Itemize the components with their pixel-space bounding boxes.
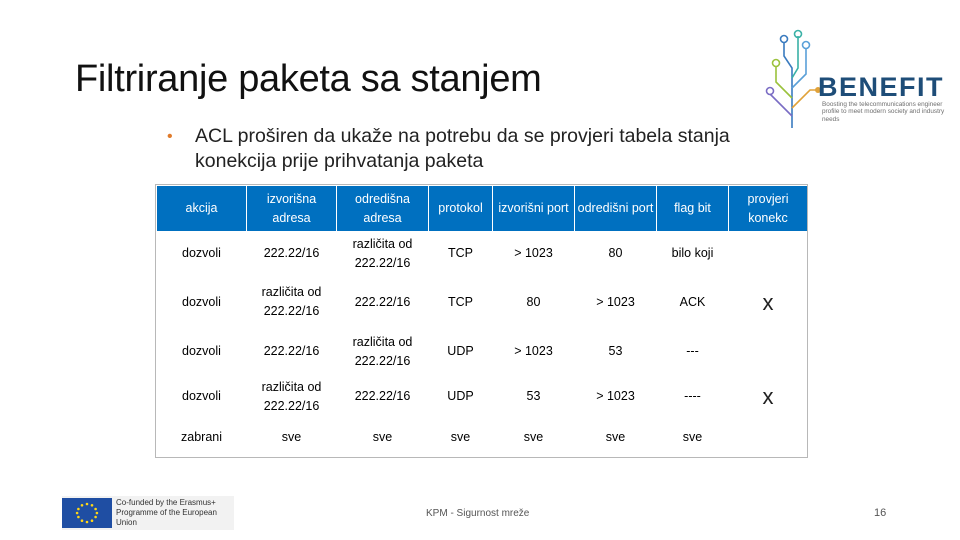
check-mark-x: x (729, 276, 808, 329)
header-izvorisna-adresa: izvorišna adresa (247, 186, 337, 232)
eu-badge-text: Co-funded by the Erasmus+ Programme of the European Union (116, 498, 217, 527)
header-protokol: protokol (429, 186, 493, 232)
table-row (157, 419, 808, 457)
bullet-icon: • (167, 128, 173, 145)
table-cell: 222.22/16 (247, 232, 337, 276)
table-cell: > 1023 (493, 329, 575, 375)
table-cell: dozvoli (157, 276, 247, 329)
table-row (157, 232, 808, 276)
table-cell: dozvoli (157, 232, 247, 276)
table-cell: različita od 222.22/16 (247, 375, 337, 419)
header-provjeri-konekc: provjeri konekc (729, 186, 808, 232)
table-cell (729, 329, 808, 375)
table-cell (729, 419, 808, 457)
acl-table (156, 185, 808, 457)
table-cell: > 1023 (575, 276, 657, 329)
bullet-text: ACL proširen da ukaže na potrebu da se provjeri tabela stanja konekcija prije prihvatanja paketa (195, 125, 730, 172)
table-cell: sve (337, 419, 429, 457)
circuit-tree-icon (762, 28, 822, 130)
table-cell: UDP (429, 375, 493, 419)
table-cell: ACK (657, 276, 729, 329)
logo-tagline: Boosting the telecommunications engineer profile to meet modern society and industry needs (822, 101, 945, 123)
table-cell: sve (429, 419, 493, 457)
eu-flag-icon (62, 498, 112, 528)
page-number: 16 (874, 507, 887, 519)
table-cell: 222.22/16 (337, 276, 429, 329)
header-akcija: akcija (157, 186, 247, 232)
table-cell: 80 (575, 232, 657, 276)
table-cell: 53 (493, 375, 575, 419)
table-cell: zabrani (157, 419, 247, 457)
table-cell: ---- (657, 375, 729, 419)
table-row (157, 276, 808, 329)
table-cell: TCP (429, 276, 493, 329)
table-cell: > 1023 (575, 375, 657, 419)
table-cell: sve (575, 419, 657, 457)
footer-text: KPM - Sigurnost mreže (426, 508, 530, 519)
table-cell: različita od 222.22/16 (337, 329, 429, 375)
table-cell: dozvoli (157, 375, 247, 419)
header-flag-bit: flag bit (657, 186, 729, 232)
eu-cofunded-badge (62, 496, 234, 530)
logo-wordmark: BENEFIT (818, 72, 945, 102)
table-row (157, 375, 808, 419)
header-odredisna-adresa: odredišna adresa (337, 186, 429, 232)
table-header-row (157, 186, 808, 232)
table-cell: > 1023 (493, 232, 575, 276)
table-cell: sve (657, 419, 729, 457)
table-cell: 80 (493, 276, 575, 329)
table-cell: različita od 222.22/16 (337, 232, 429, 276)
table-cell: 53 (575, 329, 657, 375)
table-cell: TCP (429, 232, 493, 276)
table-cell: --- (657, 329, 729, 375)
check-mark-x: x (729, 375, 808, 419)
table-cell: različita od 222.22/16 (247, 276, 337, 329)
table-cell: dozvoli (157, 329, 247, 375)
table-cell: UDP (429, 329, 493, 375)
table-cell: 222.22/16 (337, 375, 429, 419)
table-cell: 222.22/16 (247, 329, 337, 375)
slide-title: Filtriranje paketa sa stanjem (75, 58, 542, 100)
table-cell (729, 232, 808, 276)
table-cell: sve (493, 419, 575, 457)
table-cell: sve (247, 419, 337, 457)
header-izvorisni-port: izvorišni port (493, 186, 575, 232)
table-row (157, 329, 808, 375)
header-odredisni-port: odredišni port (575, 186, 657, 232)
table-cell: bilo koji (657, 232, 729, 276)
